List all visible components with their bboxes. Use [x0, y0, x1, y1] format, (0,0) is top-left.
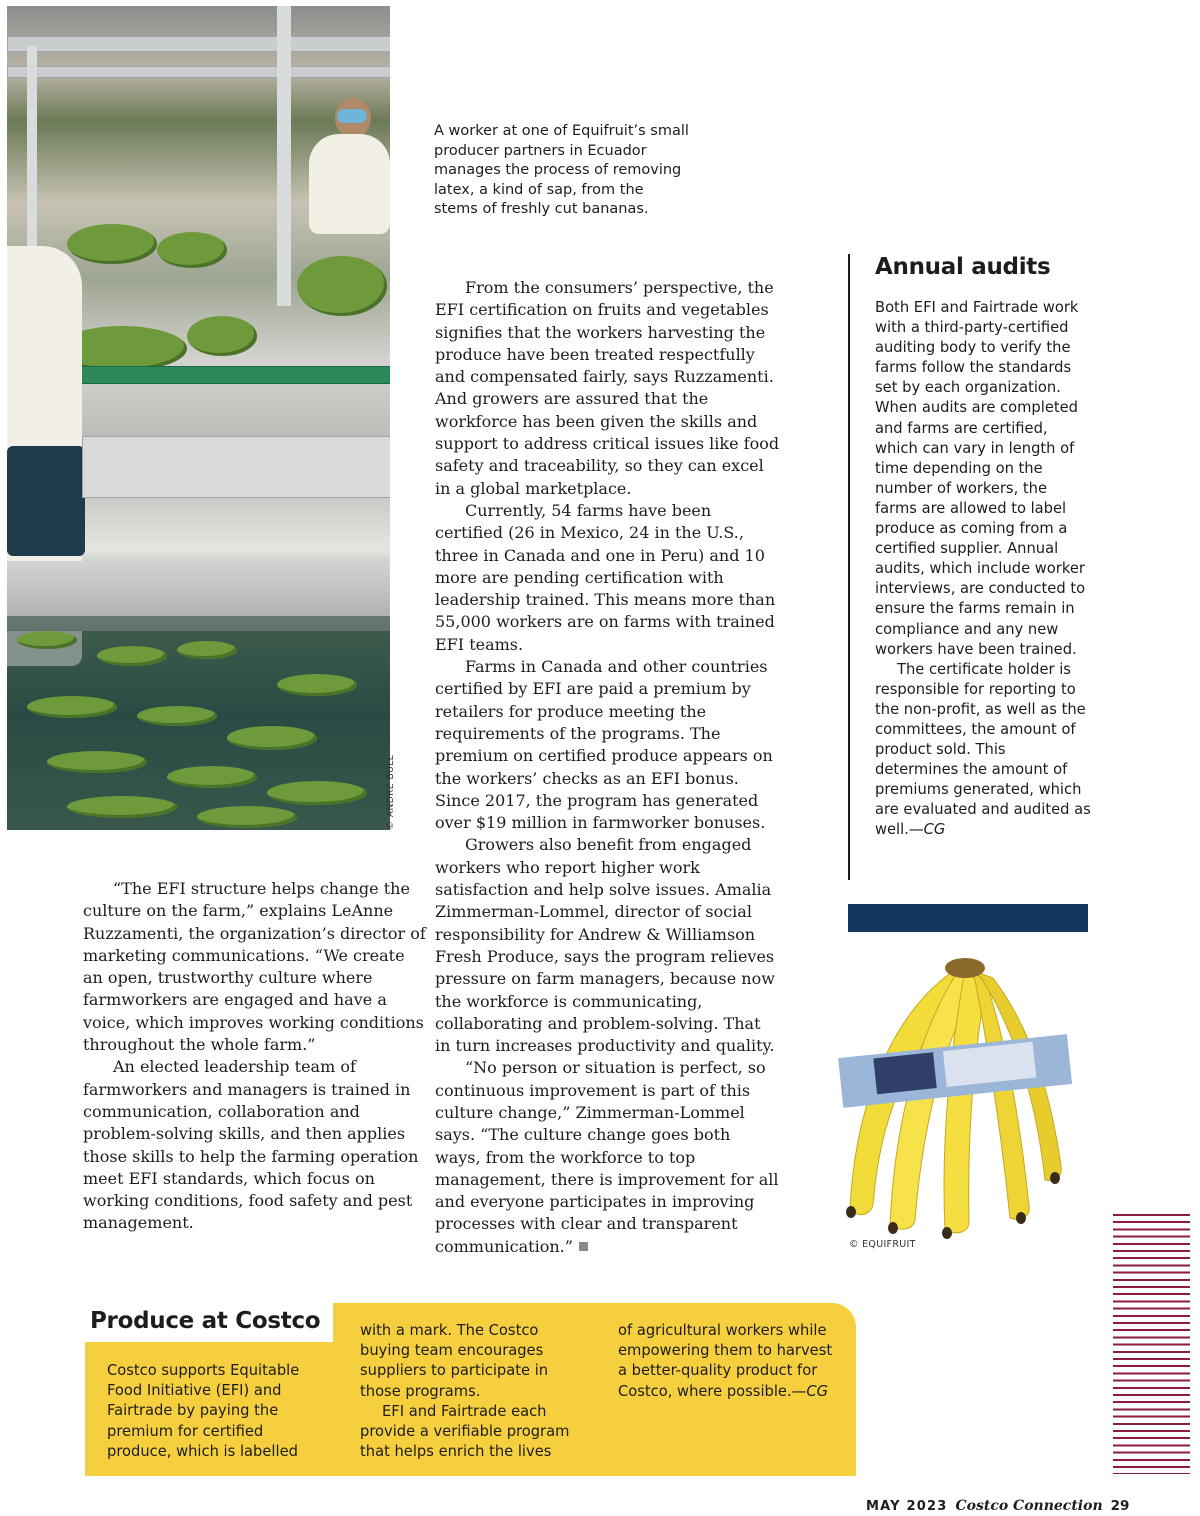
sidebar-title: Annual audits: [875, 254, 1051, 280]
article-column-middle: [435, 277, 780, 1258]
sidebar-paragraph: Both EFI and Fairtrade work with a third-party-certified auditing body to verify the farms follow the standards set by each organization. When audits are completed and farms are certified, which can vary in length of time depending on the number of workers, the farms are allowed to label produce as coming from a certified supplier. Annual audits, which include worker interviews, are conducted to ensure the farms remain in compliance and any new workers have been trained.: [875, 299, 1086, 658]
article-paragraph: Growers also benefit from engaged workers who report higher work satisfaction and help solve issues. Amalia Zimmerman-Lommel, director of social responsibility for Andrew & Williamson Fresh Produce, says the program relieves pressure on farm managers, because now the workforce is communicating, collaborating and problem-solving. That in turn increases productivity and quality.: [435, 835, 775, 1056]
article-paragraph: From the consumers’ perspective, the EFI certification on fruits and vegetables signifies that the workers harvesting the produce have been treated respectfully and compensated fairly, says Ruzzamenti. And growers are assured that the workforce has been given the skills and support to address critical issues like food safety and traceability, so they can excel in a global marketplace.: [435, 278, 780, 498]
article-paragraph: An elected leadership team of farmworkers and managers is trained in communication, collaboration and problem-solving skills, and then applies those skills to help the farming operation meet EFI standards, which focus on working conditions, food safety and pest management.: [83, 1057, 419, 1233]
produce-paragraph: [618, 1321, 833, 1402]
end-mark-icon: [579, 1242, 588, 1251]
sidebar-signature: —CG: [908, 821, 946, 839]
worker-banana-photo: [7, 6, 390, 830]
issue-date: MAY 2023: [866, 1499, 948, 1514]
photo-credit: © ANDRE BULL: [386, 754, 396, 830]
produce-paragraph-text: of agricultural workers while empowering them to harvest a better-quality product for Costco, where possible.: [618, 1322, 833, 1400]
produce-signature: —CG: [791, 1382, 828, 1400]
banana-photo-credit: © EQUIFRUIT: [849, 1239, 916, 1250]
article-column-left: [83, 878, 428, 1235]
produce-paragraph: EFI and Fairtrade each provide a verifiable program that helps enrich the lives: [360, 1402, 570, 1461]
produce-at-costco-box: [85, 1303, 856, 1476]
decorative-stripes: [1113, 1214, 1190, 1474]
produce-box-column-1: [107, 1361, 322, 1462]
page-footer: [866, 1498, 1129, 1514]
final-paragraph-text: “No person or situation is perfect, so continuous improvement is part of this culture change,” Zimmerman-Lommel says. “The culture change goes both ways, from the workforce to top management, there is improvement for all and everyone participates in improving processes with clear and transparent communication.”: [435, 1058, 779, 1256]
banana-bunch-photo: [835, 950, 1105, 1240]
sidebar-paragraph-text: The certificate holder is responsible for reporting to the non-profit, as well as the committees, the amount of product sold. This determines the amount of premiums generated, which are evaluated and audited as well.: [875, 660, 1091, 839]
publication-name: Costco Connection: [955, 1498, 1103, 1514]
produce-paragraph: Costco supports Equitable Food Initiative (EFI) and Fairtrade by paying the premium for certified produce, which is labelled: [107, 1362, 300, 1460]
photo-caption: A worker at one of Equifruit’s small producer partners in Ecuador manages the process of removing latex, a kind of sap, from the stems of freshly cut bananas.: [434, 123, 689, 217]
page-number: 29: [1110, 1498, 1130, 1514]
produce-box-title: Produce at Costco: [90, 1308, 321, 1334]
navy-divider-bar: [848, 904, 1088, 932]
produce-box-column-3: [618, 1321, 833, 1402]
article-paragraph-final: [435, 1057, 780, 1258]
article-paragraph: Farms in Canada and other countries certified by EFI are paid a premium by retailers for produce meeting the requirements of the programs. The premium on certified produce appears on the workers’ checks as an EFI bonus. Since 2017, the program has generated over $19 million in farmworker bonuses.: [435, 657, 773, 833]
sidebar-text: [875, 298, 1093, 841]
sidebar-paragraph: [875, 660, 1093, 841]
annual-audits-sidebar: [848, 254, 1093, 880]
produce-paragraph: with a mark. The Costco buying team encourages suppliers to participate in those programs.: [360, 1322, 549, 1400]
article-paragraph: “The EFI structure helps change the culture on the farm,” explains LeAnne Ruzzamenti, the organization’s director of marketing communications. “We create an open, trustworthy culture where farmworkers are engaged and have a voice, which improves working conditions throughout the whole farm.”: [83, 879, 426, 1055]
produce-box-column-2: [360, 1321, 590, 1462]
article-paragraph: Currently, 54 farms have been certified (26 in Mexico, 24 in the U.S., three in Canada and one in Peru) and 10 more are pending certification with leadership trained. This means more than 55,000 workers are on farms with trained EFI teams.: [435, 500, 776, 654]
